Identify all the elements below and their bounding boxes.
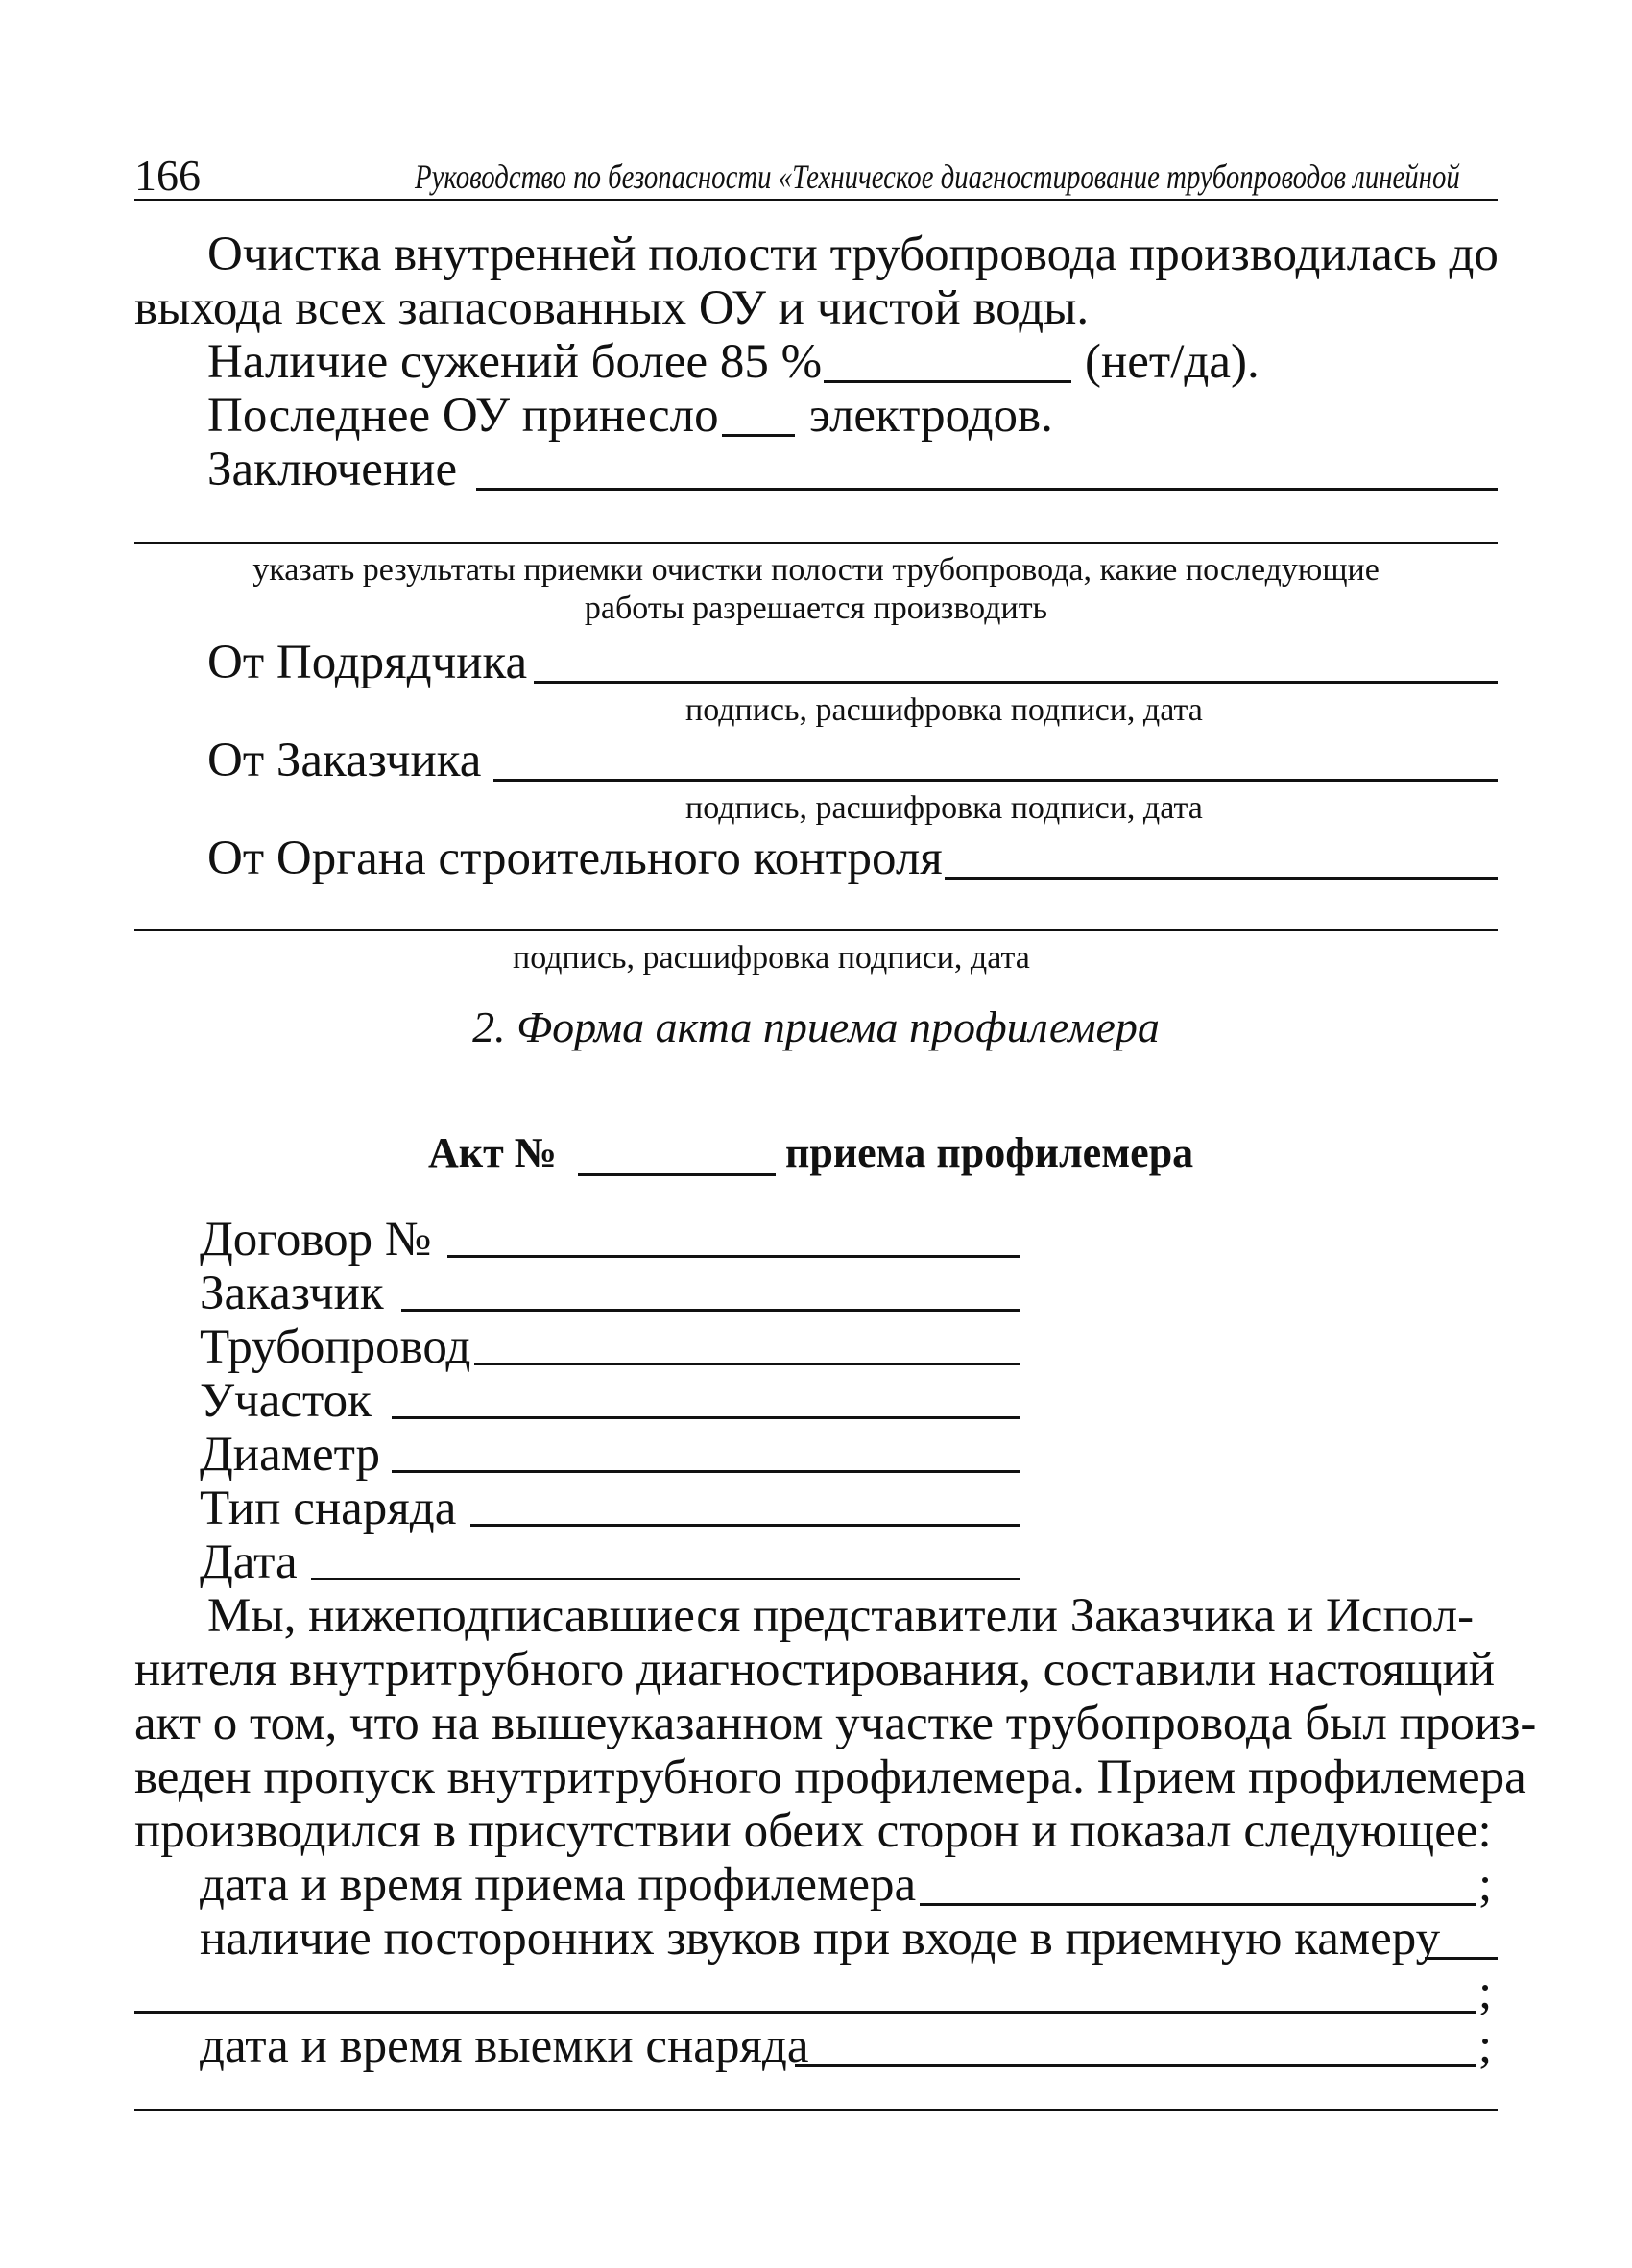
electrodes-count-blank[interactable] — [722, 434, 795, 437]
conclusion-blank-2[interactable] — [134, 542, 1498, 544]
field-blank-section[interactable] — [392, 1416, 1020, 1419]
field-label-contract: Договор № — [200, 1213, 432, 1267]
narrowing-blank[interactable] — [824, 380, 1071, 383]
noise-blank-1[interactable] — [1425, 1957, 1498, 1960]
noise-semicolon: ; — [1478, 1966, 1493, 2019]
last-pig-suffix: электродов. — [809, 389, 1053, 443]
field-blank-tool-type[interactable] — [470, 1524, 1020, 1527]
field-label-section: Участок — [200, 1374, 372, 1428]
contractor-signature-caption: подпись, расшифровка подписи, дата — [685, 692, 1203, 728]
narrowing-options: (нет/да). — [1085, 335, 1260, 389]
page-number: 166 — [134, 151, 201, 200]
control-signature-blank-1[interactable] — [945, 877, 1498, 880]
narrowing-label: Наличие сужений более 85 % — [207, 335, 823, 389]
act-title-suffix: приема профилемера — [785, 1129, 1194, 1176]
field-blank-pipeline[interactable] — [474, 1363, 1020, 1365]
header-rule — [134, 199, 1498, 201]
extraction-time-blank[interactable] — [795, 2064, 1476, 2067]
field-label-date: Дата — [200, 1535, 298, 1589]
conclusion-blank-1[interactable] — [476, 488, 1498, 491]
contractor-label: От Подрядчика — [207, 636, 528, 689]
conclusion-label: Заключение — [207, 443, 458, 496]
field-label-pipeline: Трубопровод — [200, 1320, 471, 1374]
receipt-time-semicolon: ; — [1478, 1858, 1493, 1912]
noise-label: наличие посторонних звуков при входе в приемную камеру — [200, 1912, 1441, 1966]
customer-signature-blank[interactable] — [493, 779, 1498, 782]
body-line-2: нителя внутритрубного диагностирования, составили настоящий — [134, 1643, 1496, 1697]
field-blank-diameter[interactable] — [392, 1470, 1020, 1473]
paragraph-line-2: выхода всех запасованных ОУ и чистой воды. — [134, 281, 1090, 335]
field-label-customer: Заказчик — [200, 1267, 384, 1320]
control-signature-blank-2[interactable] — [134, 929, 1498, 931]
field-blank-contract[interactable] — [447, 1255, 1020, 1258]
conclusion-caption-line-1: указать результаты приемки очистки полости трубопровода, какие последующие — [252, 552, 1380, 588]
running-title: Руководство по безопасности «Техническое диагностирование трубопроводов линейной — [415, 157, 1460, 196]
field-label-diameter: Диаметр — [200, 1428, 381, 1482]
act-title-prefix: Акт № — [428, 1129, 557, 1176]
receipt-time-label: дата и время приема профилемера — [200, 1858, 917, 1912]
body-line-1: Мы, нижеподписавшиеся представители Заказчика и Испол- — [207, 1589, 1475, 1643]
control-signature-caption: подпись, расшифровка подписи, дата — [513, 940, 1030, 976]
contractor-signature-blank[interactable] — [534, 681, 1498, 684]
receipt-time-blank[interactable] — [920, 1903, 1476, 1906]
control-label: От Органа строительного контроля — [207, 832, 943, 885]
section-heading: 2. Форма акта приема профилемера — [472, 1002, 1160, 1051]
paragraph-line-1: Очистка внутренней полости трубопровода производилась до — [207, 228, 1499, 281]
field-label-tool-type: Тип снаряда — [200, 1482, 457, 1535]
customer-label: От Заказчика — [207, 734, 482, 787]
field-blank-date[interactable] — [311, 1578, 1020, 1580]
bottom-blank-line[interactable] — [134, 2109, 1498, 2111]
last-pig-label: Последнее ОУ принесло — [207, 389, 719, 443]
body-line-3: акт о том, что на вышеуказанном участке трубопровода был произ- — [134, 1697, 1537, 1750]
act-number-blank[interactable] — [578, 1173, 776, 1176]
body-line-5: производился в присутствии обеих сторон и показал следующее: — [134, 1804, 1492, 1858]
noise-blank-2[interactable] — [134, 2011, 1476, 2014]
extraction-time-semicolon: ; — [1478, 2019, 1493, 2073]
field-blank-customer[interactable] — [401, 1309, 1020, 1312]
customer-signature-caption: подпись, расшифровка подписи, дата — [685, 790, 1203, 826]
conclusion-caption-line-2: работы разрешается производить — [584, 591, 1048, 626]
body-line-4: веден пропуск внутритрубного профилемера. Прием профилемера — [134, 1750, 1526, 1804]
extraction-time-label: дата и время выемки снаряда — [200, 2019, 809, 2073]
